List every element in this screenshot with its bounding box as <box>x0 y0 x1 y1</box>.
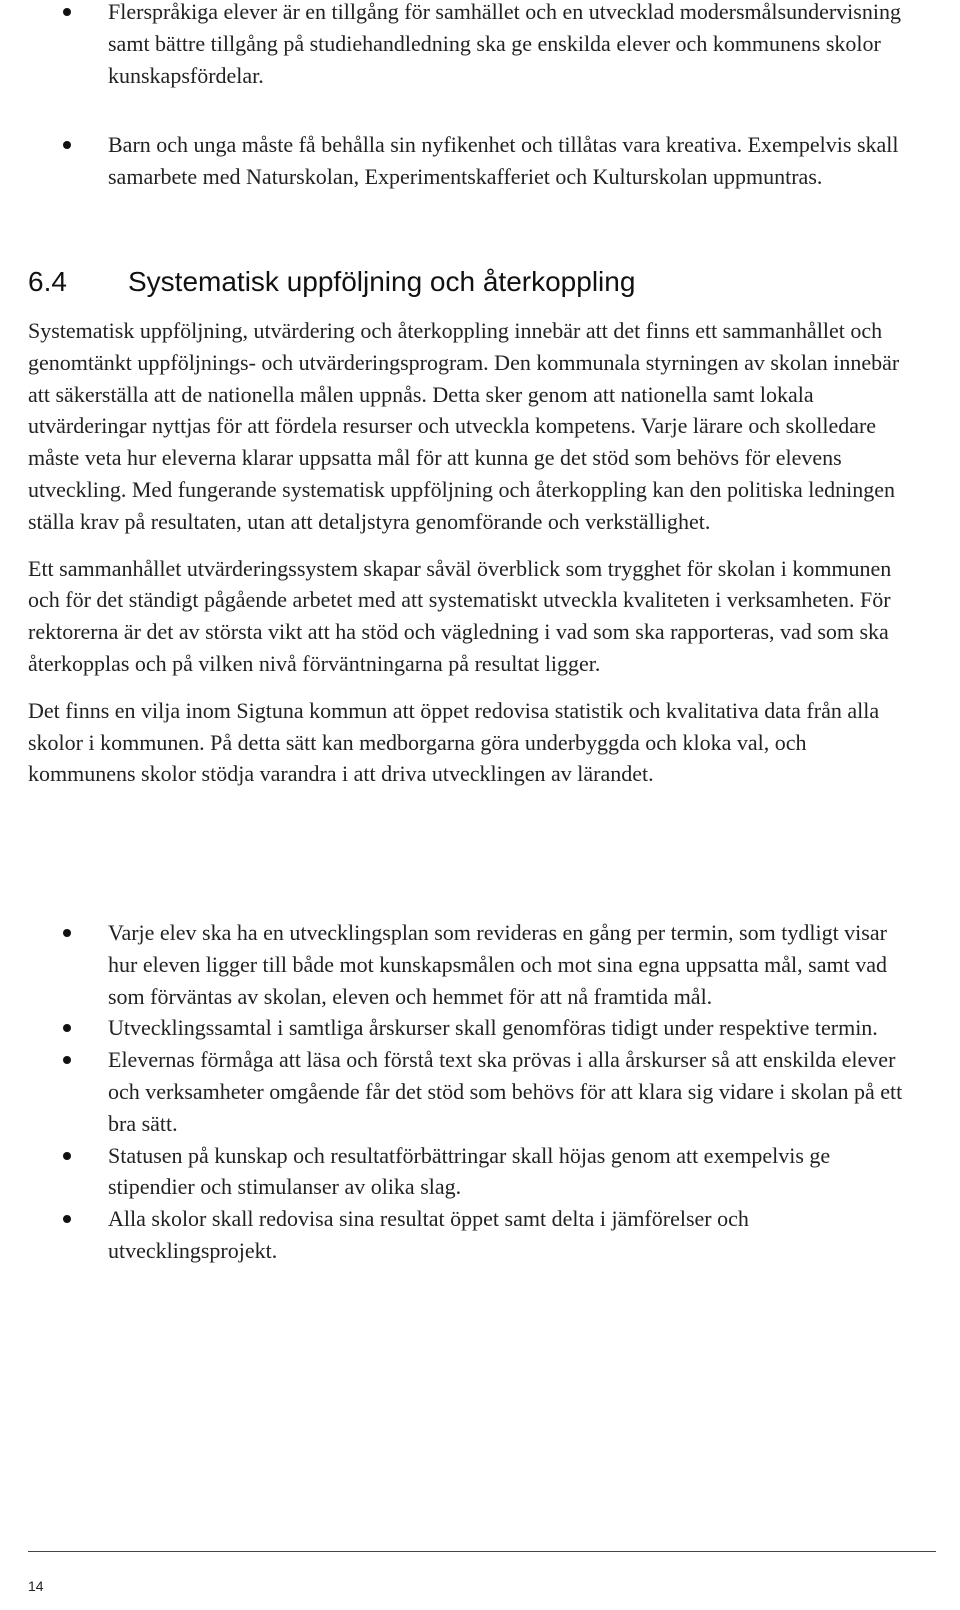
list-item-text: Utvecklingssamtal i samtliga årskurser skall genomföras tidigt under respektive termin. <box>108 1015 878 1041</box>
list-item <box>28 129 918 193</box>
list-item-text: Alla skolor skall redovisa sina resultat öppet samt delta i jämförelser och utvecklingsprojekt. <box>108 1206 749 1263</box>
list-item <box>28 1140 918 1204</box>
bullet-icon <box>63 1056 71 1064</box>
list-item-text: Barn och unga måste få behålla sin nyfikenhet och tillåtas vara kreativa. Exempelvis skall samarbete med Naturskolan, Experimentskafferiet och Kulturskolan uppmuntras. <box>108 132 899 190</box>
list-item <box>28 0 918 91</box>
section-heading <box>28 262 635 302</box>
section-body <box>28 315 918 805</box>
list-item <box>28 1203 918 1267</box>
bullet-icon <box>63 929 71 937</box>
bullet-icon <box>63 1152 71 1160</box>
list-item-text: Varje elev ska ha en utvecklingsplan som revideras en gång per termin, som tydligt visar hur eleven ligger till både mot kunskapsmålen och mot sina egna uppsatta mål, samt vad som förväntas av skolan, eleven och hemmet för att nå framtida mål. <box>108 920 887 1009</box>
list-item-text: Statusen på kunskap och resultatförbättringar skall höjas genom att exempelvis ge stipendier och stimulanser av olika slag. <box>108 1142 831 1200</box>
list-item <box>28 917 918 1012</box>
bullet-icon <box>63 1215 71 1223</box>
bullet-icon <box>63 1024 71 1032</box>
list-item-text: Flerspråkiga elever är en tillgång för samhället och en utvecklad modersmålsundervisning samt bättre tillgång på studiehandledning ska ge enskilda elever och kommunens skolor kunskapsfördelar. <box>108 0 901 88</box>
bullet-icon <box>63 8 71 16</box>
paragraph: Systematisk uppföljning, utvärdering och återkoppling innebär att det finns ett sammanhållet och genomtänkt uppföljnings- och utvärderingsprogram. Den kommunala styrningen av skolan innebär att säkerställa att de nationella målen uppnås. Detta sker genom att nationella samt lokala utvärderingar nyttjas för att fördela resurser och utveckla kompetens. Varje lärare och skolledare måste veta hur eleverna klarar uppsatta mål för att kunna ge det stöd som behövs för elevens utveckling. Med fungerande systematisk uppföljning och återkoppling kan den politiska ledningen ställa krav på resultaten, utan att detaljstyra genomförande och verkställighet. <box>28 318 900 534</box>
list-item <box>28 1012 918 1044</box>
list-item-text: Elevernas förmåga att läsa och förstå text ska prövas i alla årskurser så att enskilda elever och verksamheter omgående får det stöd som behövs för att klara sig vidare i skolan på ett bra sätt. <box>108 1047 903 1136</box>
bottom-bullet-list <box>28 917 918 1267</box>
section-number: 6.4 <box>28 266 67 297</box>
paragraph: Det finns en vilja inom Sigtuna kommun att öppet redovisa statistik och kvalitativa data från alla skolor i kommunen. På detta sätt kan medborgarna göra underbyggda och kloka val, och kommunens skolor stödja varandra i att driva utvecklingen av lärandet. <box>28 697 880 787</box>
section-title: Systematisk uppföljning och återkoppling <box>128 266 636 297</box>
bullet-icon <box>63 141 71 149</box>
footer-divider <box>28 1551 936 1552</box>
page-number: 14 <box>28 1578 44 1594</box>
paragraph: Ett sammanhållet utvärderingssystem skapar såväl överblick som trygghet för skolan i kommunen och för det ständigt pågående arbetet med att systematiskt utveckla kvaliteten i verksamheten. För rektorerna är det av största vikt att ha stöd och vägledning i vad som ska rapporteras, vad som ska återkopplas och på vilken nivå förväntningarna på resultat ligger. <box>28 555 892 676</box>
top-bullet-list <box>28 0 918 193</box>
list-item <box>28 1044 918 1139</box>
